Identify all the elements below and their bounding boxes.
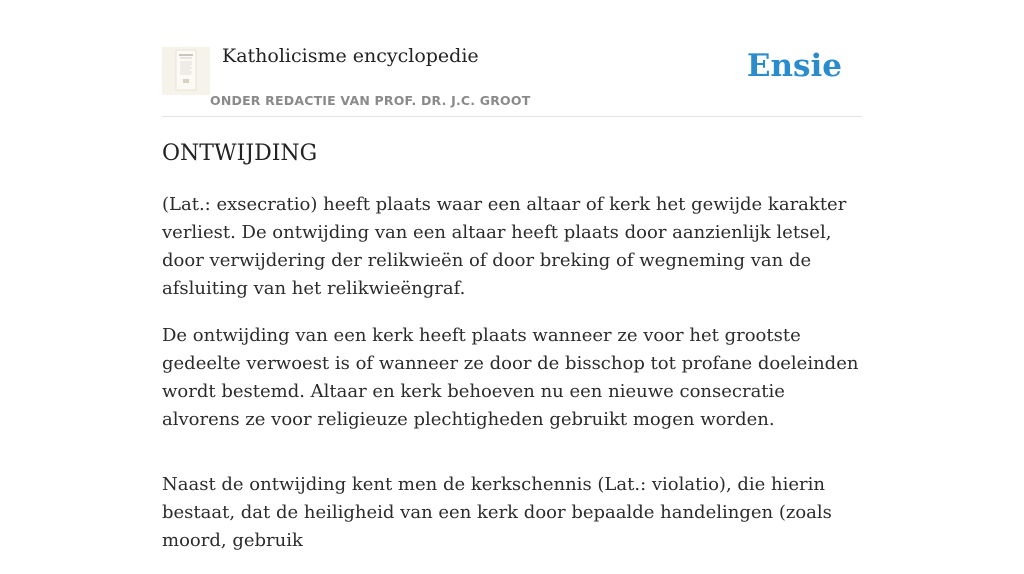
book-cover-graphic xyxy=(162,47,210,95)
site-header xyxy=(162,0,862,117)
article-paragraph: De ontwijding van een kerk heeft plaats wanneer ze voor het grootste gedeelte verwoest is of wanneer ze door de bisschop tot profane doeleinden wordt bestemd. Altaar en kerk behoeven nu een nieuwe consecratie alvorens ze voor religieuze plechtigheden gebruikt mogen worden. xyxy=(162,325,859,430)
editor-subtitle: ONDER REDACTIE VAN PROF. DR. J.C. GROOT xyxy=(210,93,531,108)
book-cover-icon[interactable] xyxy=(162,47,210,95)
article-paragraph: Naast de ontwijding kent men de kerkschennis (Lat.: violatio), die hierin bestaat, dat de heiligheid van een kerk door bepaalde handelingen (zoals moord, gebruik xyxy=(162,474,832,551)
article-paragraph: (Lat.: exsecratio) heeft plaats waar een altaar of kerk het gewijde karakter verliest. De ontwijding van een altaar heeft plaats door aanzienlijk letsel, door verwijdering der relikwieën of door breking of wegneming van de afsluiting van het relikwieëngraf. xyxy=(162,194,847,299)
brand-logo-link[interactable]: Ensie xyxy=(746,48,842,84)
page-title: ONTWIJDING xyxy=(162,141,318,166)
site-title-link[interactable]: Katholicisme encyclopedie xyxy=(222,45,479,67)
article-content xyxy=(162,138,862,574)
